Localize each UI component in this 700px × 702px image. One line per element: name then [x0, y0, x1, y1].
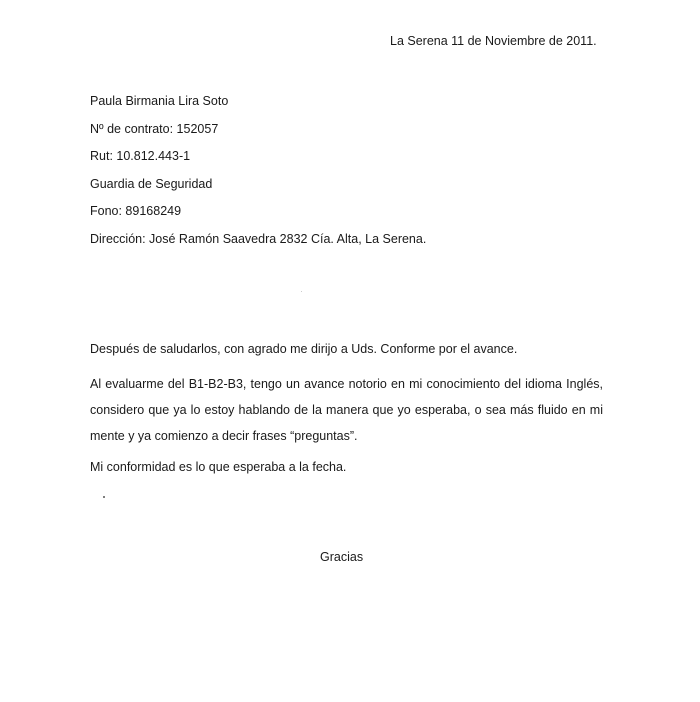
phone-number: Fono: 89168249 [90, 204, 182, 218]
body-paragraph-2: Al evaluarme del B1-B2-B3, tengo un avance notorio en mi conocimiento del idioma Inglés, considero que ya lo estoy hablando de la manera que yo esperaba, o sea más fluido en mi mente y ya comienzo a decir frases “preguntas”. [90, 377, 603, 443]
date-line: La Serena 11 de Noviembre de 2011. [390, 34, 597, 48]
closing-text: Gracias [320, 550, 364, 564]
scan-speck [103, 496, 105, 498]
sender-address: Dirección: José Ramón Saavedra 2832 Cía. Alta, La Serena. [90, 232, 427, 246]
scan-speck [301, 291, 302, 292]
sender-name: Paula Birmania Lira Soto [90, 94, 229, 108]
sender-role: Guardia de Seguridad [90, 177, 213, 191]
body-paragraph-1: Después de saludarlos, con agrado me dirijo a Uds. Conforme por el avance. [90, 342, 518, 356]
contract-number: Nº de contrato: 152057 [90, 122, 219, 136]
rut-number: Rut: 10.812.443-1 [90, 149, 191, 163]
body-paragraph-3: Mi conformidad es lo que esperaba a la fecha. [90, 460, 347, 474]
